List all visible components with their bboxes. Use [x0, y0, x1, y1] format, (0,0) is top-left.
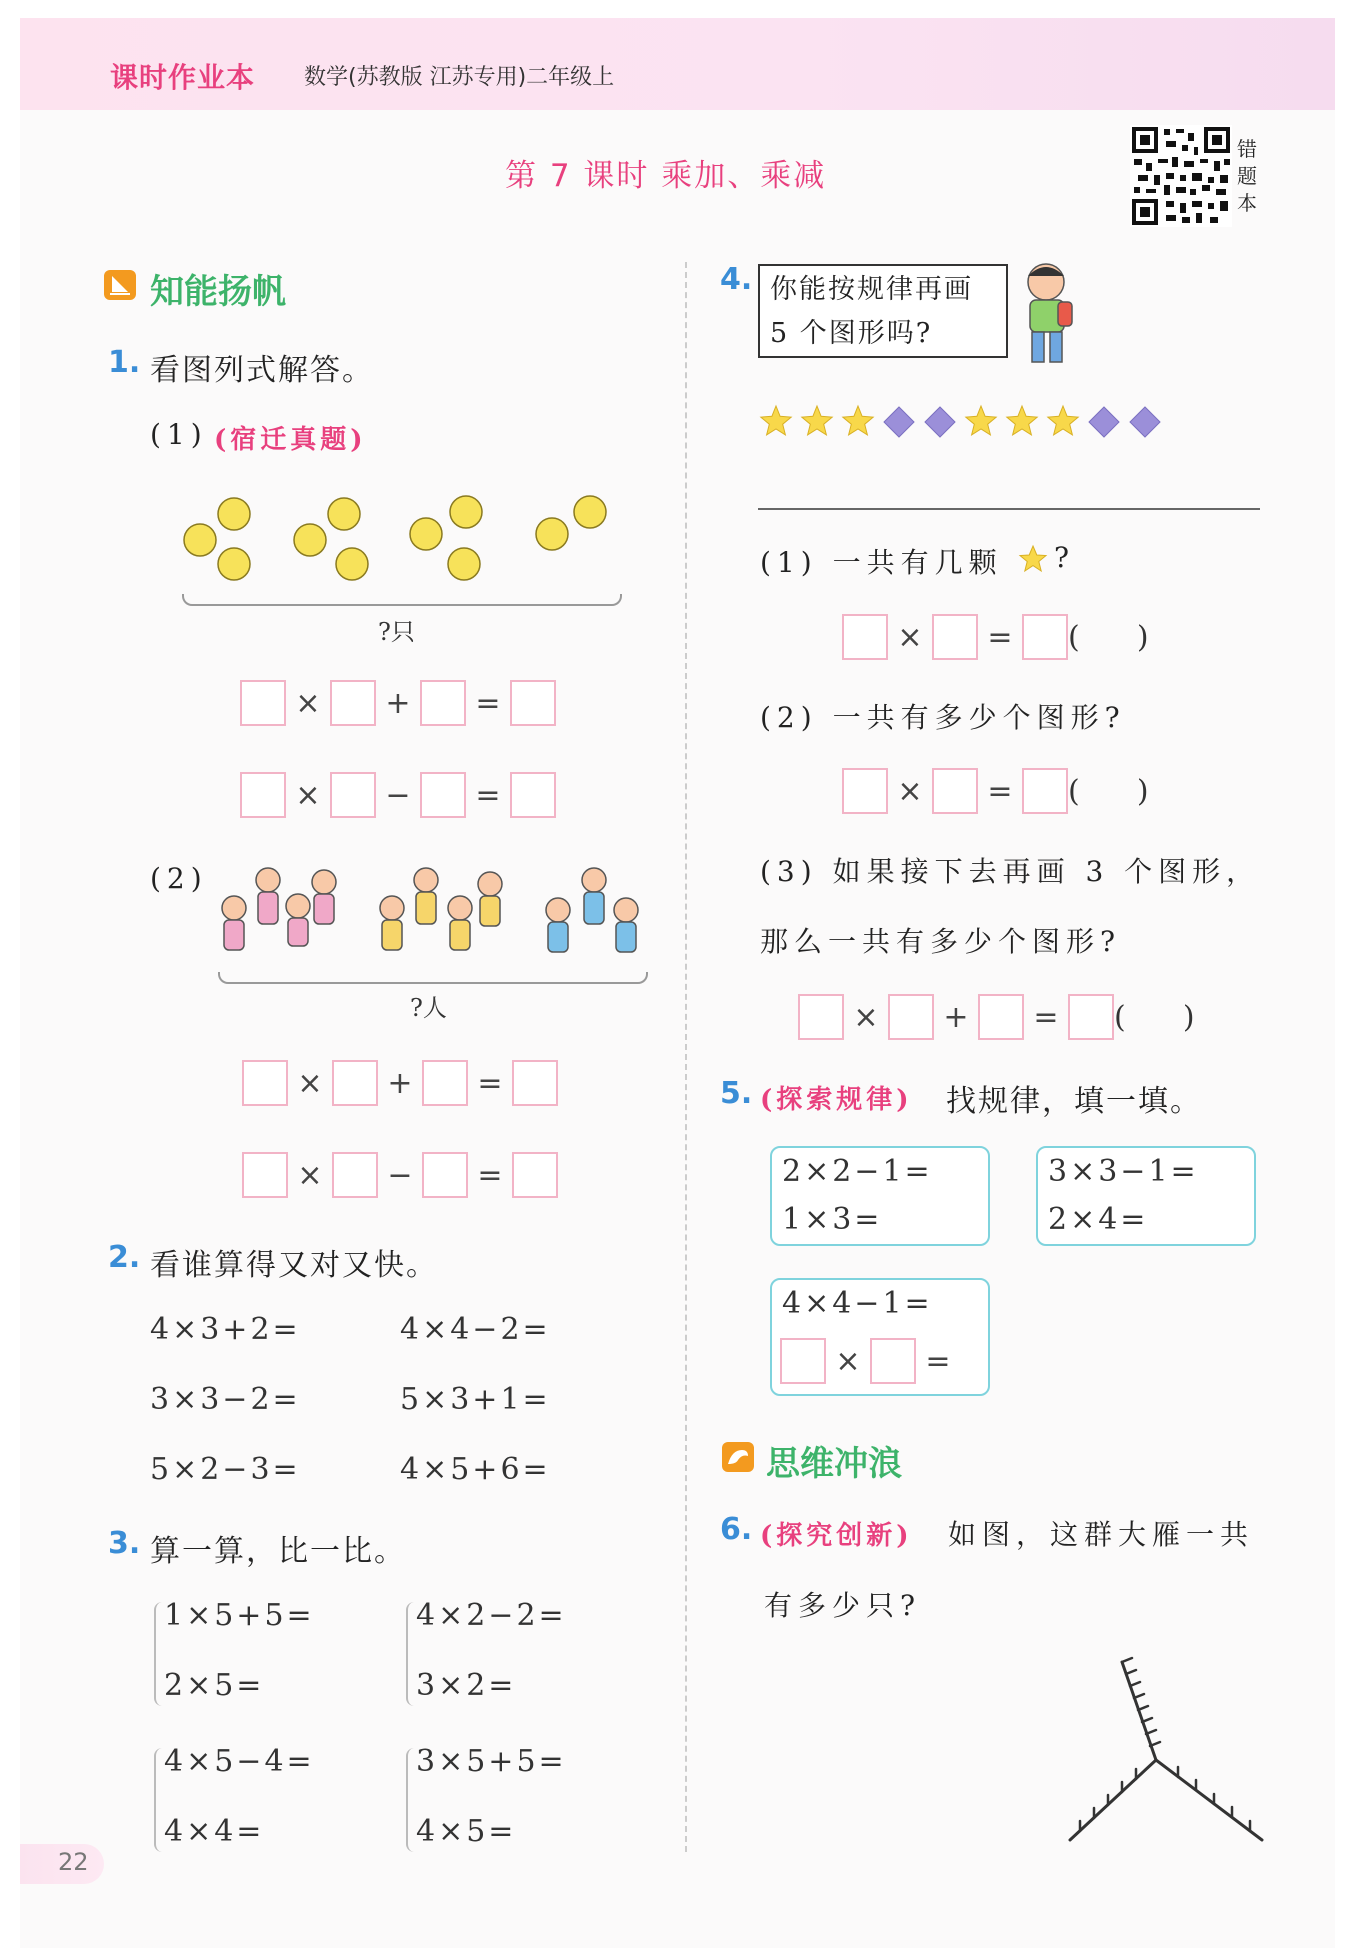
- pattern-card: [770, 1278, 990, 1396]
- answer-box[interactable]: [420, 772, 466, 818]
- question-text-3: 算一算，比一比。: [150, 1534, 406, 1569]
- answer-box[interactable]: [240, 772, 286, 818]
- unit-paren[interactable]: ( ): [1068, 773, 1149, 809]
- answer-box[interactable]: [420, 680, 466, 726]
- answer-box[interactable]: [510, 680, 556, 726]
- compare-expression: 2×5=: [164, 1668, 265, 1703]
- answer-box[interactable]: [932, 768, 978, 814]
- card-expression: 3×3−1=: [1048, 1154, 1199, 1189]
- calc-expression: 4×4−2=: [400, 1312, 551, 1347]
- compare-expression: 3×5+5=: [416, 1744, 567, 1779]
- card-expression: 4×4−1=: [782, 1286, 933, 1321]
- calc-expression: 3×3−2=: [150, 1382, 301, 1417]
- drawing-line[interactable]: [758, 508, 1260, 510]
- answer-box[interactable]: [512, 1060, 558, 1106]
- compare-expression: 4×5=: [416, 1814, 517, 1849]
- times-sign: ×: [295, 685, 321, 721]
- equals-sign: =: [475, 685, 501, 721]
- bubble-line-2: 5 个图形吗?: [770, 318, 933, 349]
- compare-expression: 1×5+5=: [164, 1598, 315, 1633]
- answer-box[interactable]: [510, 772, 556, 818]
- answer-box[interactable]: [512, 1152, 558, 1198]
- times-sign: ×: [853, 999, 879, 1035]
- sail-icon: [104, 270, 136, 300]
- question-number-3: 3.: [108, 1526, 141, 1561]
- sub-label-1-1: (1): [150, 418, 208, 451]
- source-tag: (宿迁真题): [214, 425, 367, 455]
- answer-box[interactable]: [240, 680, 286, 726]
- question-number-2: 2.: [108, 1240, 141, 1275]
- unit-paren[interactable]: ( ): [1068, 619, 1149, 655]
- calc-expression: 4×3+2=: [150, 1312, 301, 1347]
- compare-expression: 3×2=: [416, 1668, 517, 1703]
- shape-pattern-svg: [756, 400, 1176, 444]
- brand-title: 课时作业本: [110, 61, 256, 94]
- compare-expression: 4×2−2=: [416, 1598, 567, 1633]
- question-number-5: 5.: [720, 1076, 753, 1111]
- equals-sign: =: [477, 1157, 503, 1193]
- question-number-4: 4.: [720, 262, 753, 297]
- pattern-star-icon: [843, 406, 873, 435]
- answer-box[interactable]: [932, 614, 978, 660]
- sub-question-4-2: (2) 一共有多少个图形?: [760, 701, 1126, 734]
- speech-bubble: [758, 264, 1008, 358]
- answer-box[interactable]: [330, 772, 376, 818]
- question-number-1: 1.: [108, 345, 141, 380]
- plus-sign: +: [385, 685, 411, 721]
- pattern-card: [770, 1146, 990, 1246]
- equation-row: [240, 772, 556, 818]
- question-text-2: 看谁算得又对又快。: [150, 1248, 438, 1283]
- question-number-6: 6.: [720, 1512, 753, 1547]
- minus-sign: −: [387, 1157, 413, 1193]
- answer-box[interactable]: [242, 1060, 288, 1106]
- unit-paren[interactable]: ( ): [1114, 999, 1195, 1035]
- sub-question-4-3-line2: 那么一共有多少个图形?: [760, 925, 1122, 958]
- page-number: 22: [58, 1848, 89, 1876]
- equation-row: [242, 1060, 558, 1106]
- equation-row: [798, 994, 1195, 1040]
- pattern-diamond-icon: [1130, 407, 1160, 437]
- calc-expression: 5×2−3=: [150, 1452, 301, 1487]
- qr-code-icon[interactable]: [1130, 125, 1232, 227]
- answer-box[interactable]: [242, 1152, 288, 1198]
- plus-sign: +: [943, 999, 969, 1035]
- children-illustration: [212, 858, 652, 978]
- card-expression: 1×3=: [782, 1202, 883, 1237]
- answer-box[interactable]: [888, 994, 934, 1040]
- question-text-6-line1: 如图，这群大雁一共: [948, 1518, 1255, 1551]
- pattern-star-icon: [761, 406, 791, 435]
- answer-box[interactable]: [842, 768, 888, 814]
- answer-box[interactable]: [1022, 614, 1068, 660]
- star-icon: [1018, 544, 1048, 574]
- sub-question-4-3-line1: (3) 如果接下去再画 3 个图形，: [760, 855, 1261, 888]
- answer-box[interactable]: [798, 994, 844, 1040]
- pattern-diamond-icon: [884, 407, 914, 437]
- question-text-1: 看图列式解答。: [150, 353, 374, 388]
- card-blank-row: [780, 1338, 960, 1384]
- answer-box[interactable]: [330, 680, 376, 726]
- times-sign: ×: [295, 777, 321, 813]
- sub-label-1-2: (2): [150, 862, 208, 895]
- calc-expression: 4×5+6=: [400, 1452, 551, 1487]
- equation-row: [842, 768, 1149, 814]
- answer-box[interactable]: [870, 1338, 916, 1384]
- compare-brace: [154, 1602, 164, 1706]
- pattern-star-icon: [966, 406, 996, 435]
- compare-brace: [406, 1748, 416, 1852]
- equals-sign: =: [987, 619, 1013, 655]
- sub-question-4-1-end: ?: [1054, 541, 1076, 574]
- answer-box[interactable]: [422, 1060, 468, 1106]
- bubble-line-1: 你能按规律再画: [770, 274, 973, 305]
- card-expression: 2×4=: [1048, 1202, 1149, 1237]
- equals-sign: =: [925, 1343, 951, 1379]
- question-tag-5: (探索规律): [760, 1085, 913, 1115]
- sub-question-4-1: (1) 一共有几颗: [760, 546, 1003, 579]
- answer-box[interactable]: [1022, 768, 1068, 814]
- section-title-2: 思维冲浪: [766, 1444, 902, 1484]
- wave-icon: [722, 1442, 754, 1472]
- card-expression: 2×2−1=: [782, 1154, 933, 1189]
- group-brace: [218, 972, 648, 984]
- answer-box[interactable]: [978, 994, 1024, 1040]
- times-sign: ×: [835, 1343, 861, 1379]
- pattern-diamond-icon: [925, 407, 955, 437]
- times-sign: ×: [297, 1157, 323, 1193]
- shape-pattern: [756, 400, 1176, 444]
- answer-box[interactable]: [780, 1338, 826, 1384]
- pattern-star-icon: [1048, 406, 1078, 435]
- compare-expression: 4×4=: [164, 1814, 265, 1849]
- equation-row: [240, 680, 556, 726]
- calc-expression: 5×3+1=: [400, 1382, 551, 1417]
- equals-sign: =: [987, 773, 1013, 809]
- pattern-diamond-icon: [1089, 407, 1119, 437]
- book-info: 数学(苏教版 江苏专用)二年级上: [304, 65, 615, 90]
- equation-row: [242, 1152, 558, 1198]
- minus-sign: −: [385, 777, 411, 813]
- question-text-5: 找规律，填一填。: [946, 1084, 1202, 1119]
- answer-box[interactable]: [842, 614, 888, 660]
- pattern-card: [1036, 1146, 1256, 1246]
- answer-box[interactable]: [332, 1060, 378, 1106]
- times-sign: ×: [897, 773, 923, 809]
- wrong-book-label[interactable]: 错题本: [1237, 137, 1257, 215]
- equals-sign: =: [475, 777, 501, 813]
- plus-sign: +: [387, 1065, 413, 1101]
- times-sign: ×: [297, 1065, 323, 1101]
- answer-box[interactable]: [422, 1152, 468, 1198]
- equals-sign: =: [477, 1065, 503, 1101]
- column-divider: [685, 262, 687, 1852]
- equation-row: [842, 614, 1149, 660]
- group-brace: [182, 594, 622, 606]
- chicks-caption: ?只: [378, 618, 415, 646]
- page-number-tab: [20, 1844, 104, 1884]
- geese-formation: [1060, 1650, 1270, 1850]
- pattern-star-icon: [802, 406, 832, 435]
- boy-illustration: [1010, 260, 1080, 370]
- lesson-title: 第 7 课时 乘加、乘减: [505, 158, 827, 194]
- equals-sign: =: [1033, 999, 1059, 1035]
- section-title-1: 知能扬帆: [150, 272, 286, 312]
- answer-box[interactable]: [332, 1152, 378, 1198]
- compare-brace: [406, 1602, 416, 1706]
- chicks-illustration: [176, 490, 626, 600]
- times-sign: ×: [897, 619, 923, 655]
- children-caption: ?人: [410, 994, 447, 1022]
- compare-expression: 4×5−4=: [164, 1744, 315, 1779]
- compare-brace: [154, 1748, 164, 1852]
- question-text-6-line2: 有多少只?: [764, 1589, 922, 1622]
- answer-box[interactable]: [1068, 994, 1114, 1040]
- question-tag-6: (探究创新): [760, 1521, 913, 1551]
- pattern-star-icon: [1007, 406, 1037, 435]
